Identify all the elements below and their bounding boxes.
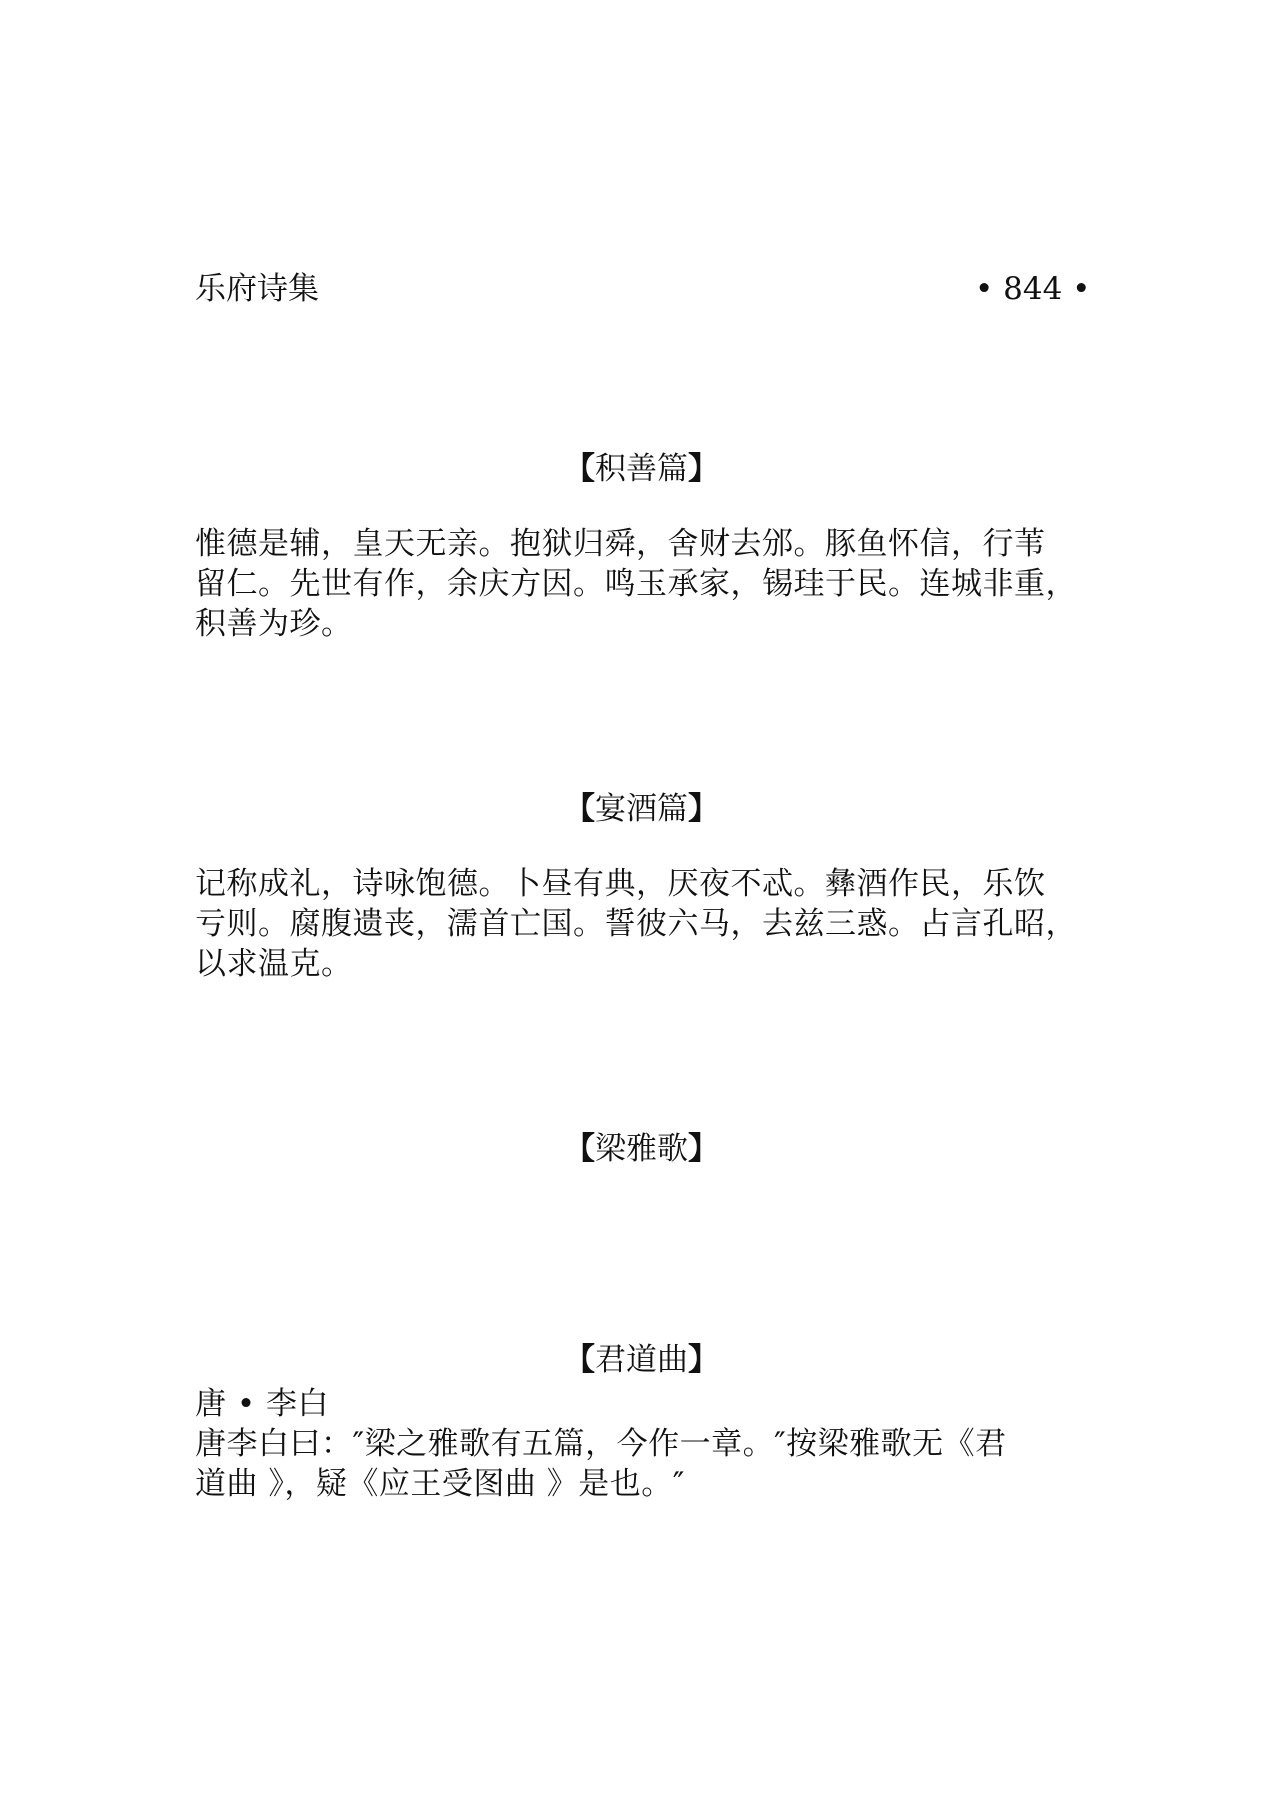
text-line: 留仁。先世有作，余庆方因。鸣玉承家，锡珪于民。连城非重，	[195, 566, 1077, 602]
text-line: 记称成礼，诗咏饱德。卜昼有典，厌夜不忒。彝酒作民，乐饮	[195, 866, 1046, 902]
text-line: 唐李白曰：″梁之雅歌有五篇，今作一章。″按梁雅歌无《君	[195, 1426, 1007, 1462]
title-bracket-open: 【	[564, 451, 595, 487]
section-title-text: 梁雅歌	[595, 1131, 688, 1167]
section-title-jundaoqu	[0, 1341, 1283, 1379]
text-line: 积善为珍。	[195, 606, 353, 642]
title-bracket-close: 】	[688, 451, 719, 487]
text-line: 以求温克。	[195, 946, 353, 982]
title-bracket-close: 】	[688, 791, 719, 827]
book-title: 乐府诗集	[195, 271, 319, 307]
section-body-jundaoqu	[195, 1384, 1095, 1504]
title-bracket-close: 】	[688, 1342, 719, 1378]
section-title-yanjiu	[0, 790, 1283, 828]
text-line: 惟德是辅，皇天无亲。抱狱归舜，舍财去邠。豚鱼怀信，行苇	[195, 526, 1046, 562]
section-title-liangyage	[0, 1130, 1283, 1168]
title-bracket-open: 【	[564, 791, 595, 827]
section-title-text: 宴酒篇	[595, 791, 688, 827]
title-bracket-open: 【	[564, 1342, 595, 1378]
title-bracket-close: 】	[688, 1131, 719, 1167]
section-title-jishan	[0, 450, 1283, 488]
author-line: 唐 • 李白	[195, 1386, 329, 1422]
section-title-text: 积善篇	[595, 451, 688, 487]
text-line: 道曲 》，疑《应王受图曲 》是也。″	[195, 1466, 685, 1502]
text-line: 亏则。腐腹遗丧，濡首亡国。誓彼六马，去兹三惑。占言孔昭，	[195, 906, 1077, 942]
section-body-jishan	[195, 524, 1095, 644]
section-body-yanjiu	[195, 864, 1095, 984]
title-bracket-open: 【	[564, 1131, 595, 1167]
section-title-text: 君道曲	[595, 1342, 688, 1378]
page-number: • 844 •	[975, 271, 1091, 307]
